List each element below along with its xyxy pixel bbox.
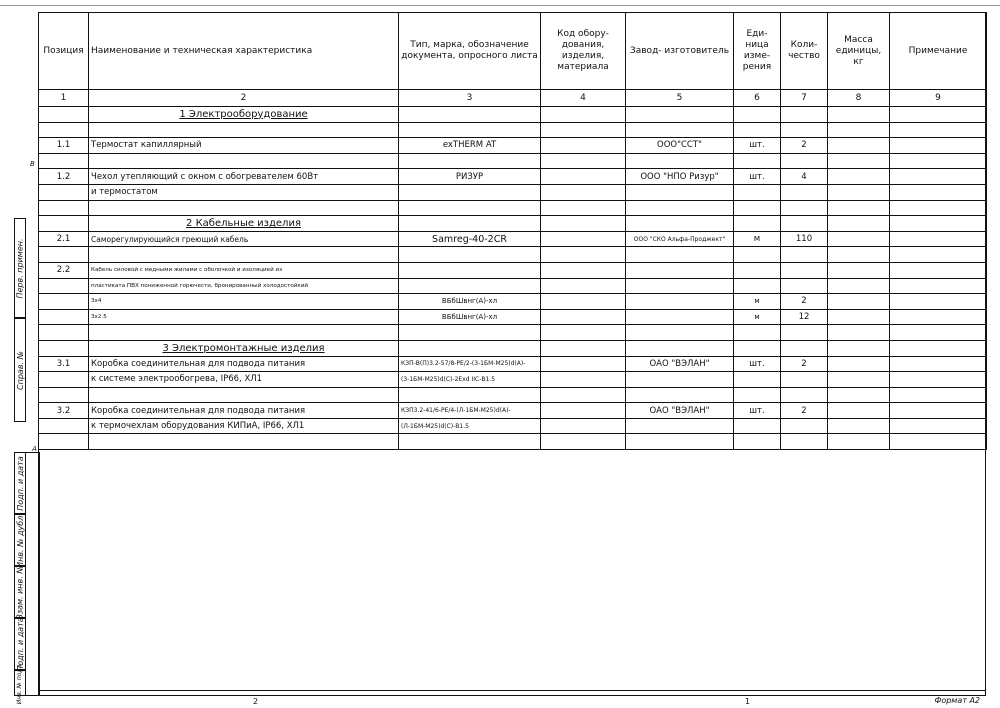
row-type: Samreg-40-2CR <box>399 231 541 247</box>
col-number: 6 <box>734 90 781 107</box>
stamp-label: Инв. № дубл. <box>15 512 25 568</box>
col-number: 8 <box>828 90 890 107</box>
table-row <box>39 247 987 263</box>
header-maker: Завод- изготовитель <box>626 13 734 90</box>
table-row <box>39 262 987 278</box>
col-number: 7 <box>781 90 828 107</box>
header-position: Позиция <box>39 13 89 90</box>
row-unit: м <box>734 294 781 310</box>
row-maker: ОАО "ВЭЛАН" <box>626 356 734 372</box>
page-number-left: 2 <box>253 697 259 706</box>
table-row <box>39 278 987 294</box>
row-position: 3.2 <box>39 403 89 419</box>
column-number-row <box>39 90 987 107</box>
stamp-label: Взам. инв. № <box>15 564 25 620</box>
row-unit: шт. <box>734 169 781 185</box>
top-trim-line <box>0 5 1000 6</box>
row-unit: шт. <box>734 138 781 154</box>
row-maker: ООО "СКО Альфа-Проджект" <box>626 231 734 247</box>
table-row <box>39 200 987 216</box>
left-side-stamp <box>14 218 40 704</box>
row-name: Коробка соединительная для подвода питания <box>89 356 399 372</box>
row-type: ВБбШвнг(А)-хл <box>399 309 541 325</box>
zone-mark-b: В <box>30 160 35 168</box>
row-unit: м <box>734 309 781 325</box>
row-type-cont: (3-1БМ-М25)d(С)-2Exd IIС-В1.5 <box>399 372 541 388</box>
row-type-cont: (Л-1БМ-М25)d(С)-В1.5 <box>399 418 541 434</box>
header-type: Тип, марка, обозначение документа, опросного листа <box>399 13 541 90</box>
table-row <box>39 169 987 185</box>
header-code: Код обору- дования, изделия, материала <box>541 13 626 90</box>
header-row <box>39 13 987 90</box>
table-row <box>39 434 987 450</box>
table-row <box>39 231 987 247</box>
stamp-right-column <box>26 452 40 696</box>
zone-mark-a: А <box>32 445 37 453</box>
row-name-cont: к системе электрообогрева, IP66, ХЛ1 <box>89 372 399 388</box>
row-name: Коробка соединительная для подвода питания <box>89 403 399 419</box>
table-row <box>39 418 987 434</box>
bottom-strip <box>38 690 986 697</box>
row-maker: ООО "НПО Ризур" <box>626 169 734 185</box>
row-type: КЗП3.2-41/6-РЕ/4-(Л-1БМ-М25)d(А)- <box>399 403 541 419</box>
page-number-mid: 1 <box>745 697 751 706</box>
row-position: 2.2 <box>39 262 89 278</box>
row-subitem: 3х4 <box>89 294 399 310</box>
table-row <box>39 107 987 123</box>
section-title: 3 Электромонтажные изделия <box>89 340 399 356</box>
table-row <box>39 138 987 154</box>
header-unit: Еди- ница изме- рения <box>734 13 781 90</box>
stamp-label: Инв. № подл. <box>16 662 24 704</box>
header-qty: Коли- чество <box>781 13 828 90</box>
col-number: 4 <box>541 90 626 107</box>
col-number: 9 <box>890 90 987 107</box>
row-qty: 110 <box>781 231 828 247</box>
row-position: 2.1 <box>39 231 89 247</box>
col-number: 1 <box>39 90 89 107</box>
header-note: Примечание <box>890 13 987 90</box>
table-row <box>39 356 987 372</box>
row-type: ВБбШвнг(А)-хл <box>399 294 541 310</box>
header-mass: Масса единицы, кг <box>828 13 890 90</box>
row-position: 3.1 <box>39 356 89 372</box>
row-name-cont: к термочехлам оборудования КИПиА, IP66, ХЛ1 <box>89 418 399 434</box>
table-row <box>39 372 987 388</box>
table-row <box>39 403 987 419</box>
table-row <box>39 387 987 403</box>
row-name: Саморегулирующийся греющий кабель <box>89 231 399 247</box>
section-title: 2 Кабельные изделия <box>89 216 399 232</box>
table-row <box>39 325 987 341</box>
table-row <box>39 340 987 356</box>
row-qty: 2 <box>781 138 828 154</box>
col-number: 5 <box>626 90 734 107</box>
row-type: exTHERM AT <box>399 138 541 154</box>
table-row <box>39 122 987 138</box>
row-unit: шт. <box>734 356 781 372</box>
row-qty: 2 <box>781 356 828 372</box>
stamp-label: Справ. № <box>15 350 25 390</box>
row-position: 1.2 <box>39 169 89 185</box>
row-name-cont: и термостатом <box>89 184 399 200</box>
section-title: 1 Электрооборудование <box>89 107 399 123</box>
row-maker: ОАО "ВЭЛАН" <box>626 403 734 419</box>
col-number: 3 <box>399 90 541 107</box>
row-qty: 4 <box>781 169 828 185</box>
row-subitem: 3х2.5 <box>89 309 399 325</box>
format-label: Формат А2 <box>934 696 980 705</box>
row-name: Термостат капиллярный <box>89 138 399 154</box>
row-name: Чехол утепляющий с окном с обогревателем 60Вт <box>89 169 399 185</box>
table-row <box>39 309 987 325</box>
table-row <box>39 184 987 200</box>
row-position: 1.1 <box>39 138 89 154</box>
row-qty: 2 <box>781 403 828 419</box>
row-type: КЗП-В(П)3.2-57/8-РЕ/2-(3-1БМ-М25)d(А)- <box>399 356 541 372</box>
row-name: Кабель силовой с медными жилами с оболочкой и изоляцией из <box>89 262 399 278</box>
row-unit: м <box>734 231 781 247</box>
table-row <box>39 216 987 232</box>
row-unit: шт. <box>734 403 781 419</box>
table-row <box>39 294 987 310</box>
stamp-label: Перв. примен. <box>15 237 25 299</box>
row-maker: ООО"ССТ" <box>626 138 734 154</box>
specification-table <box>38 12 987 450</box>
col-number: 2 <box>89 90 399 107</box>
stamp-label: Подп. и дата <box>15 616 25 672</box>
table-row <box>39 153 987 169</box>
header-name: Наименование и техническая характеристика <box>89 13 399 90</box>
stamp-label: Подп. и дата <box>15 455 25 511</box>
row-name-cont: пластиката ПВХ пониженной горючести, бронированный холодостойкий <box>89 278 399 294</box>
row-qty: 12 <box>781 309 828 325</box>
row-qty: 2 <box>781 294 828 310</box>
row-type: РИЗУР <box>399 169 541 185</box>
